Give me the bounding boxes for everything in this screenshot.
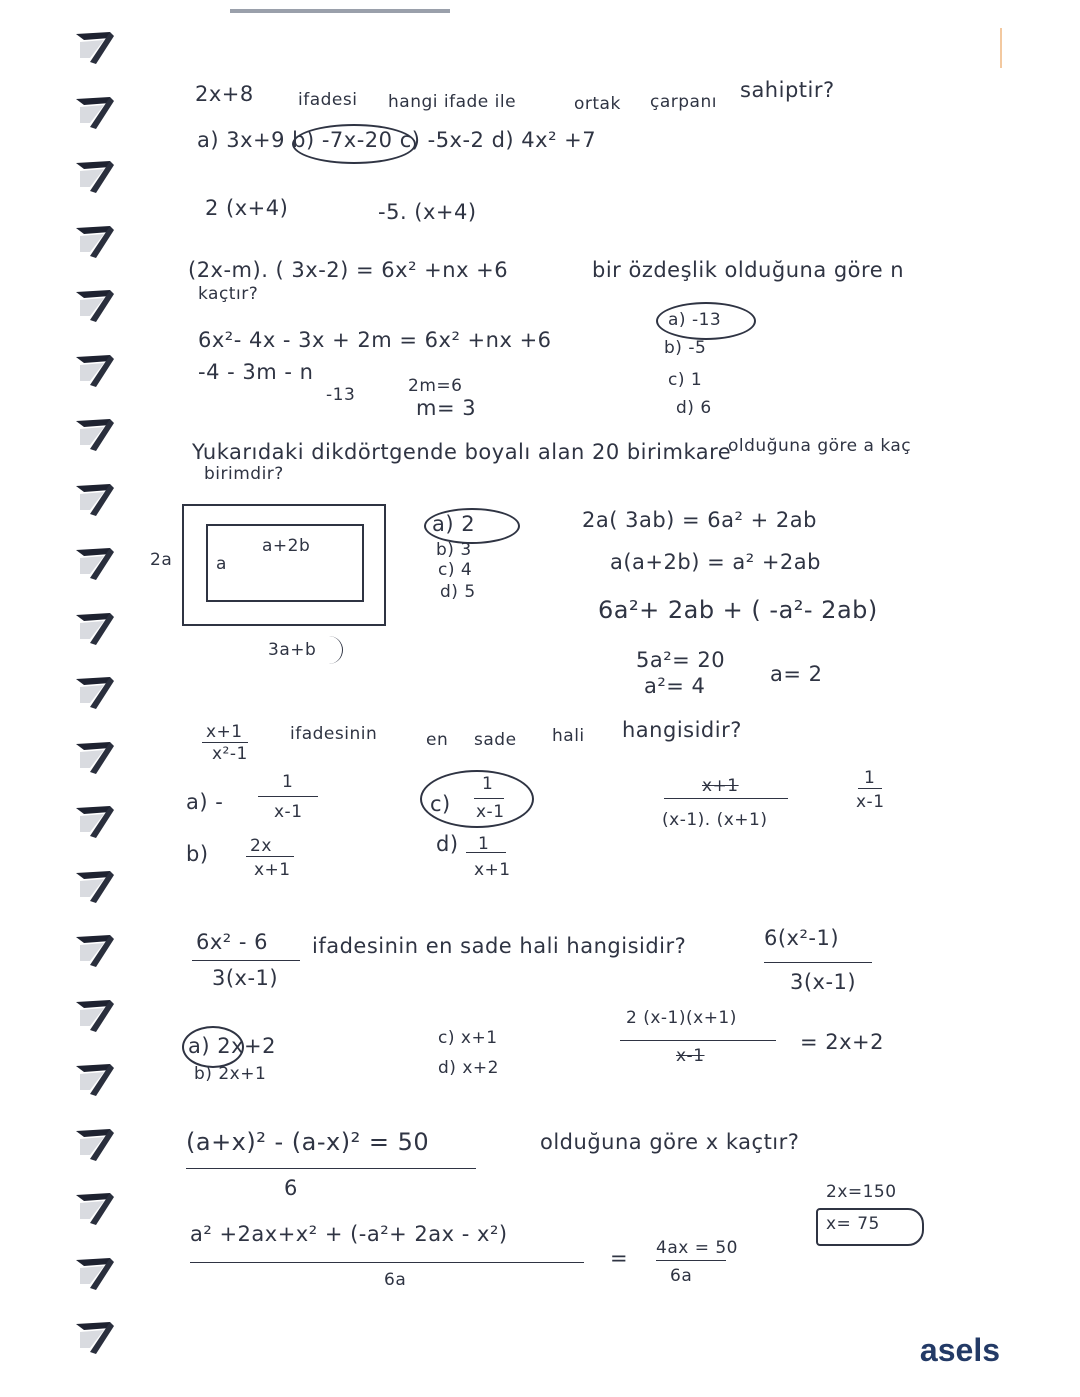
q5-work2-bar (620, 1040, 776, 1041)
q5-result: = 2x+2 (800, 1030, 885, 1054)
spiral-ring (70, 28, 120, 68)
q4-numerator: x+1 (206, 722, 243, 742)
q4-work-num: x+1 (702, 776, 739, 796)
q2-option-c: c) 1 (668, 370, 703, 390)
q1-expression: 2x+8 (195, 82, 254, 106)
q6-numerator: (a+x)² - (a-x)² = 50 (186, 1128, 430, 1156)
q6-work2-den: 6a (670, 1266, 693, 1286)
q5-option-c: c) x+1 (438, 1028, 498, 1048)
q4-answer-circle (420, 770, 534, 828)
q2-work3: -13 (326, 385, 356, 405)
q4-fraction-bar (202, 742, 248, 743)
spiral-ring (70, 1189, 120, 1229)
spiral-ring (70, 93, 120, 133)
spiral-ring (70, 157, 120, 197)
spiral-ring (70, 609, 120, 649)
q3-work4: 5a²= 20 (636, 648, 726, 672)
q3-work2: a(a+2b) = a² +2ab (610, 550, 821, 574)
q2-work4: 2m=6 (408, 376, 463, 396)
label-3a-plus-b: 3a+b (268, 640, 317, 660)
q6-result-box (816, 1208, 924, 1246)
q2-option-b: b) -5 (664, 338, 707, 358)
q4-work-res-num: 1 (864, 768, 876, 788)
label-a-plus-2b: a+2b (262, 536, 311, 556)
q4-opt-d-num: 1 (478, 834, 490, 854)
q4-opt-a-label: a) - (186, 790, 224, 814)
q4-word-sade: sade (474, 730, 517, 750)
spiral-ring (70, 931, 120, 971)
q6-work2-bar (656, 1260, 726, 1261)
spiral-ring (70, 480, 120, 520)
q4-opt-d-bar (466, 852, 506, 853)
spiral-ring (70, 286, 120, 326)
q5-question: ifadesinin en sade hali hangisidir? (312, 934, 687, 958)
q2-work2: -4 - 3m - n (198, 360, 314, 384)
q5-work-bar (764, 962, 872, 963)
q3-work3: 6a²+ 2ab + ( -a²- 2ab) (598, 596, 878, 624)
q5-work-den: 3(x-1) (790, 970, 857, 994)
q4-opt-c-den: x-1 (476, 802, 505, 822)
q6-denominator: 6 (284, 1176, 298, 1200)
label-bracket (258, 636, 343, 664)
q4-opt-a-den: x-1 (274, 802, 303, 822)
q1-word-carpani: çarpanı (650, 92, 717, 112)
q5-option-b: b) 2x+1 (194, 1064, 267, 1084)
q1-word-ifadesi: ifadesi (298, 90, 358, 110)
q2-option-d: d) 6 (676, 398, 712, 418)
spiral-ring (70, 1318, 120, 1358)
label-a: a (216, 554, 227, 574)
q5-option-d: d) x+2 (438, 1058, 499, 1078)
spiral-ring (70, 738, 120, 778)
top-edge-print (230, 0, 450, 6)
q6-result-2: x= 75 (826, 1214, 880, 1234)
spiral-binding (70, 28, 120, 1388)
q3-tail: olduğuna göre a kaç (728, 436, 912, 456)
q5-work-num: 6(x²-1) (764, 926, 840, 950)
spiral-ring (70, 222, 120, 262)
q2-equation: (2x-m). ( 3x-2) = 6x² +nx +6 (188, 258, 509, 282)
q4-word-hangisidir: hangisidir? (622, 718, 742, 742)
q4-opt-a-bar (258, 796, 318, 797)
q5-answer-circle (182, 1026, 244, 1068)
q2-work1: 6x²- 4x - 3x + 2m = 6x² +nx +6 (198, 328, 552, 352)
q2-tail: bir özdeşlik olduğuna göre n (592, 258, 905, 282)
brand-watermark: asels (919, 1332, 1000, 1368)
paper-edge-mark (1000, 28, 1002, 68)
q4-opt-d-den: x+1 (474, 860, 511, 880)
q5-numerator: 6x² - 6 (196, 930, 268, 954)
q2-tail2: kaçtır? (198, 284, 259, 304)
q5-work2-num: 2 (x-1)(x+1) (626, 1008, 737, 1028)
q2-option-a: a) -13 (668, 310, 722, 330)
q4-work-res-den: x-1 (856, 792, 885, 812)
q1-word-hangi: hangi ifade ile (388, 92, 517, 112)
q3-result: a= 2 (770, 662, 823, 686)
q4-opt-b-label: b) (186, 842, 209, 866)
q4-word-ifadesinin: ifadesinin (290, 724, 378, 744)
spiral-ring (70, 1060, 120, 1100)
q2-work5: m= 3 (416, 396, 477, 420)
q4-word-hali: hali (552, 726, 585, 746)
q3-question2: birimdir? (204, 464, 284, 484)
q1-word-sahiptir: sahiptir? (740, 78, 835, 102)
q4-opt-c-num: 1 (482, 774, 494, 794)
q6-result-1: 2x=150 (826, 1182, 897, 1202)
q6-fraction-bar (186, 1168, 476, 1169)
q2-answer-circle (656, 302, 756, 340)
q3-answer-circle (424, 508, 520, 544)
q5-fraction-bar (192, 960, 300, 961)
q4-opt-b-den: x+1 (254, 860, 291, 880)
q4-opt-b-bar (246, 856, 294, 857)
q3-question: Yukarıdaki dikdörtgende boyalı alan 20 birimkare (192, 440, 732, 464)
q1-work-b: -5. (x+4) (378, 200, 477, 224)
q3-option-d: d) 5 (440, 582, 476, 602)
spiral-ring (70, 867, 120, 907)
spiral-ring (70, 1254, 120, 1294)
q1-answer-circle (292, 124, 416, 164)
spiral-ring (70, 351, 120, 391)
q4-work-res-bar (858, 788, 882, 789)
q4-opt-a-num: 1 (282, 772, 294, 792)
q6-equals: = (610, 1246, 629, 1270)
q3-option-a: a) 2 (432, 512, 476, 536)
q4-opt-b-num: 2x (250, 836, 272, 856)
q3-work5: a²= 4 (644, 674, 706, 698)
q6-work2-num: 4ax = 50 (656, 1238, 738, 1258)
q6-tail: olduğuna göre x kaçtır? (540, 1130, 800, 1154)
q1-word-ortak: ortak (574, 94, 621, 114)
q4-work-den: (x-1). (x+1) (662, 810, 768, 830)
q6-work-den: 6a (384, 1270, 407, 1290)
q4-opt-d-label: d) (436, 832, 459, 856)
q1-options: a) 3x+9 b) -7x-20 c) -5x-2 d) 4x² +7 (197, 128, 597, 152)
q5-denominator: 3(x-1) (212, 966, 279, 990)
spiral-ring (70, 802, 120, 842)
spiral-ring (70, 673, 120, 713)
q3-option-c: c) 4 (438, 560, 473, 580)
q4-opt-c-label: c) (430, 792, 451, 816)
q5-option-a: a) 2x+2 (188, 1034, 276, 1058)
q4-denominator: x²-1 (212, 744, 248, 764)
spiral-ring (70, 415, 120, 455)
spiral-ring (70, 996, 120, 1036)
spiral-ring (70, 1125, 120, 1165)
q3-work1: 2a( 3ab) = 6a² + 2ab (582, 508, 817, 532)
q4-word-en: en (426, 730, 449, 750)
q3-option-b: b) 3 (436, 540, 472, 560)
spiral-ring (70, 544, 120, 584)
q6-work-num: a² +2ax+x² + (-a²+ 2ax - x²) (190, 1222, 508, 1246)
q6-work-bar (190, 1262, 584, 1263)
label-2a: 2a (150, 550, 173, 570)
q5-work2-den: x-1 (676, 1046, 705, 1066)
q4-work-bar (664, 798, 788, 799)
q1-work-a: 2 (x+4) (205, 196, 289, 220)
